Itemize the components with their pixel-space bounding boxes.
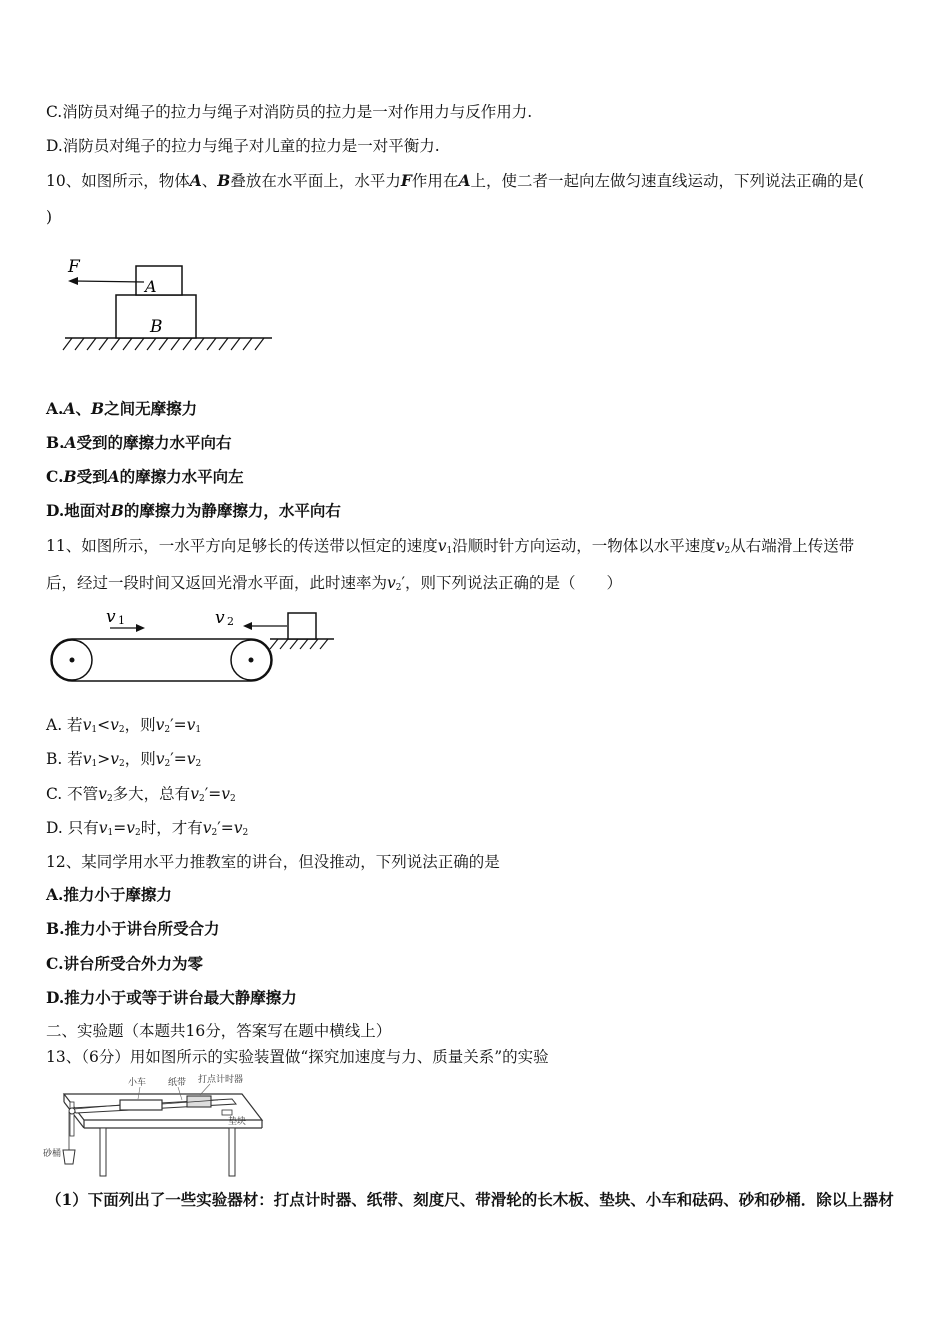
q11-stem-line1: 11、如图所示，一水平方向足够长的传送带以恒定的速度$v_1$沿顺时针方向运动，一物体以水平速度$v_2$从右端滑上传送带 <box>46 537 855 556</box>
q10-option-a: A.A、B之间无摩擦力 <box>46 399 198 418</box>
q10-option-b: B.A受到的摩擦力水平向右 <box>46 433 232 452</box>
svg-text:纸带: 纸带 <box>168 1078 187 1088</box>
svg-text:垫块: 垫块 <box>228 1117 247 1127</box>
q13-stem: 13、（6分）用如图所示的实验装置做“探究加速度与力、质量关系”的实验 <box>46 1048 549 1066</box>
label-b: B <box>150 317 163 337</box>
q10-blocks-diagram <box>60 252 275 357</box>
svg-text:打点计时器: 打点计时器 <box>198 1075 244 1085</box>
q11-conveyor-diagram <box>50 606 340 686</box>
svg-text:2: 2 <box>227 615 234 628</box>
q11-stem-line2: 后，经过一段时间又返回光滑水平面，此时速率为$v_2'$，则下列说法正确的是（ ） <box>46 574 623 593</box>
q10-option-d: D.地面对B的摩擦力为静摩擦力，水平向右 <box>46 501 341 520</box>
q13-apparatus-diagram <box>42 1072 267 1182</box>
q12-stem: 12、某同学用水平力推教室的讲台，但没推动，下列说法正确的是 <box>46 853 500 871</box>
q10-stem: 10、如图所示，物体A、B叠放在水平面上，水平力F作用在A上，使二者一起向左做匀速直线运动，下列说法正确的是( <box>46 171 865 190</box>
block-a <box>136 266 182 295</box>
q9-option-c: C.消防员对绳子的拉力与绳子对消防员的拉力是一对作用力与反作用力. <box>46 103 533 121</box>
cart <box>120 1100 162 1110</box>
q11-option-a: A. 若$v_1<v_2$，则$v_2'=v_1$ <box>46 716 202 735</box>
force-arrow <box>68 277 78 285</box>
q9-option-d: D.消防员对绳子的拉力与绳子对儿童的拉力是一对平衡力. <box>46 137 440 155</box>
svg-text:v: v <box>215 608 225 628</box>
svg-text:小车: 小车 <box>128 1078 147 1088</box>
q12-option-a: A.推力小于摩擦力 <box>46 885 172 904</box>
label-f: F <box>68 257 80 277</box>
q12-option-c: C.讲台所受合外力为零 <box>46 954 203 973</box>
q13-part1: （1）下面列出了一些实验器材：打点计时器、纸带、刻度尺、带滑轮的长木板、垫块、小车和砝码、砂和砂桶．除以上器材 <box>46 1190 894 1209</box>
q11-option-d: D. 只有$v_1=v_2$时，才有$v_2'=v_2$ <box>46 819 249 838</box>
q12-option-d: D.推力小于或等于讲台最大静摩擦力 <box>46 988 297 1007</box>
q11-option-c: C. 不管$v_2$多大，总有$v_2'=v_2$ <box>46 785 236 804</box>
svg-text:1: 1 <box>118 614 125 627</box>
label-a: A <box>145 277 157 296</box>
svg-text:v: v <box>106 607 116 627</box>
q10-option-c: C.B受到A的摩擦力水平向左 <box>46 467 244 486</box>
q12-option-b: B.推力小于讲台所受合力 <box>46 919 220 938</box>
sand-bucket <box>63 1150 75 1164</box>
q11-option-b: B. 若$v_1>v_2$，则$v_2'=v_2$ <box>46 750 202 769</box>
q10-stem-close: ) <box>46 208 53 226</box>
section-2-heading: 二、实验题（本题共16分，答案写在题中横线上） <box>46 1022 392 1040</box>
object-block <box>288 613 316 639</box>
svg-text:砂桶: 砂桶 <box>43 1149 62 1159</box>
